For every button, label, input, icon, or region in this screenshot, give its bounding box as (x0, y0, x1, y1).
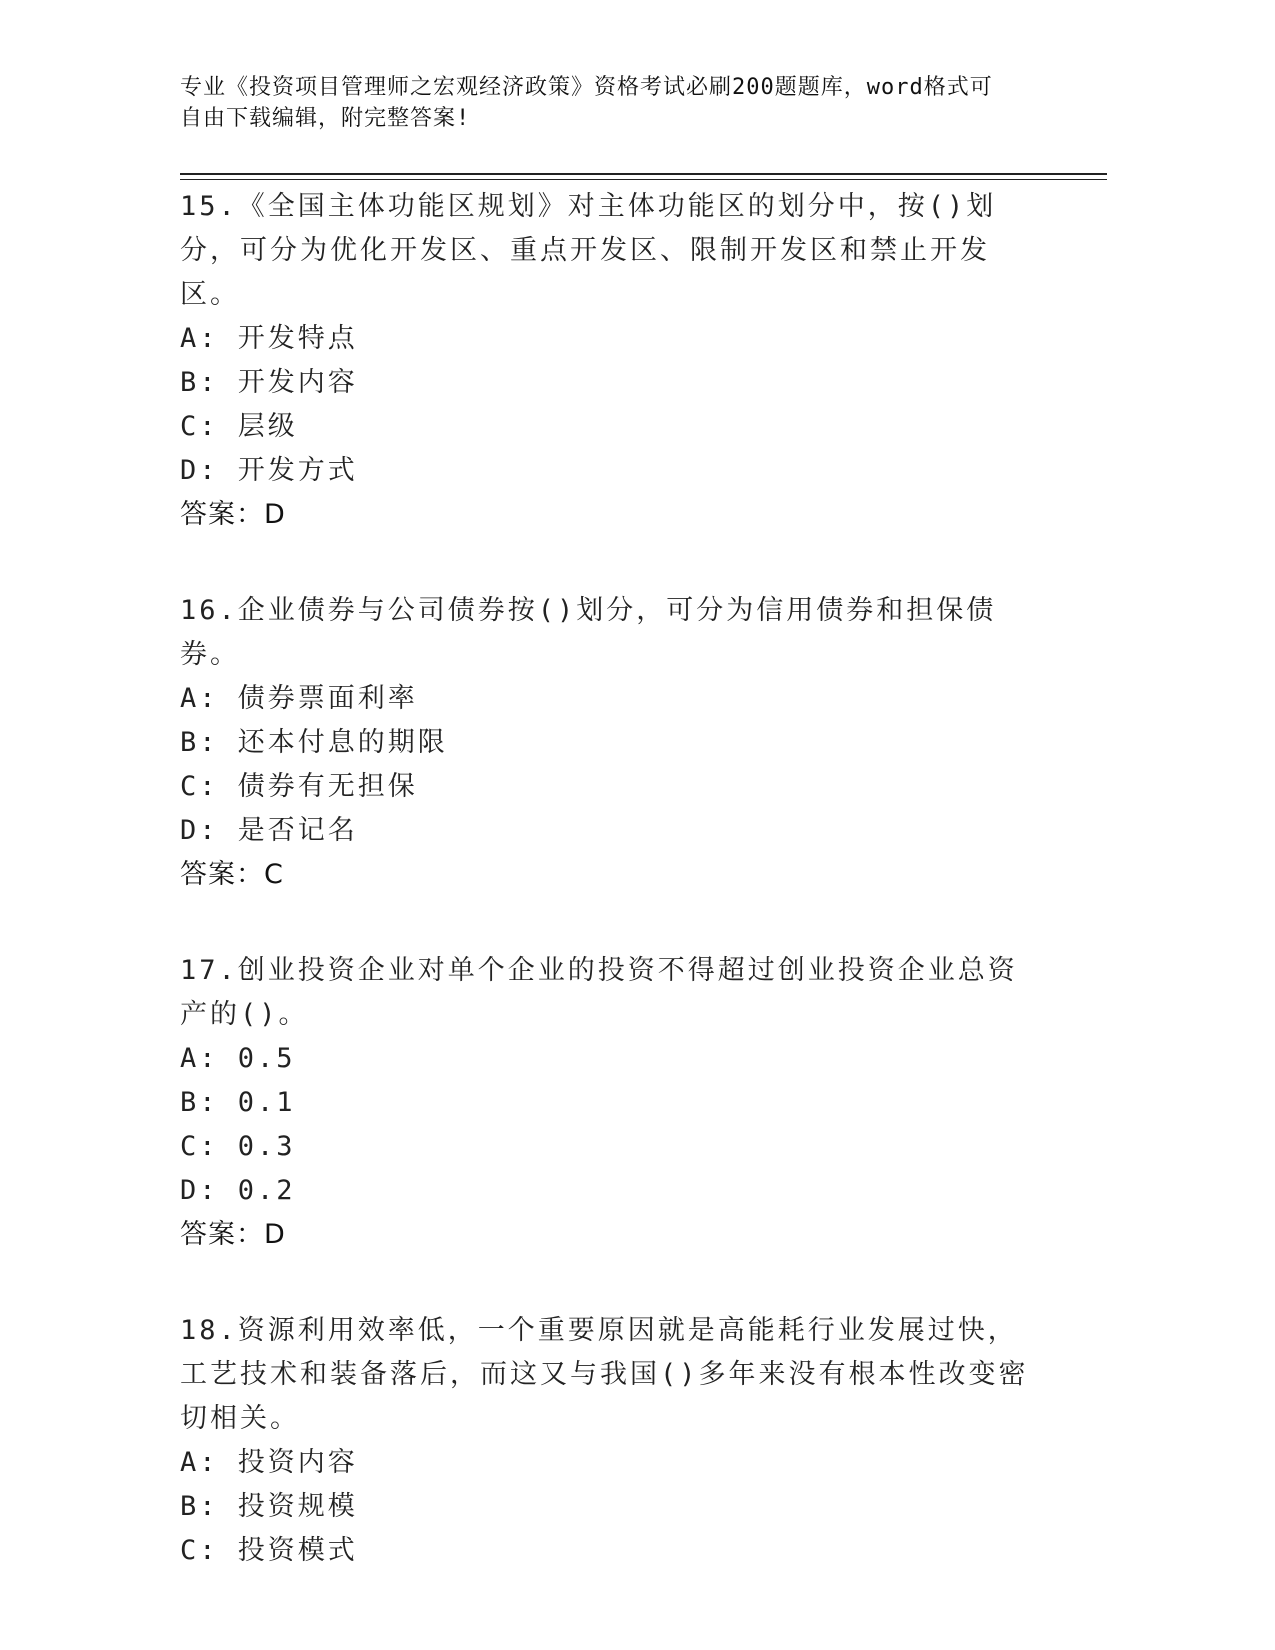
option-text: 0.5 (237, 1043, 296, 1074)
option-d (180, 809, 1040, 853)
option-d (180, 1169, 1040, 1213)
option-text: 投资规模 (237, 1491, 358, 1522)
option-c (180, 1529, 1040, 1573)
option-letter: C: (180, 411, 219, 442)
option-letter: D: (180, 815, 219, 846)
option-letter: D: (180, 455, 219, 486)
option-text: 债券有无担保 (237, 771, 418, 802)
question-16 (180, 589, 1040, 897)
option-letter: B: (180, 1087, 219, 1118)
header-line-2: 自由下载编辑，附完整答案! (180, 106, 471, 131)
question-15 (180, 185, 1040, 537)
option-b (180, 1485, 1040, 1529)
header-divider-thin (180, 179, 1107, 180)
option-text: 层级 (237, 411, 298, 442)
option-b (180, 361, 1040, 405)
option-text: 开发特点 (237, 323, 358, 354)
option-letter: B: (180, 367, 219, 398)
option-c (180, 1125, 1040, 1169)
option-text: 0.2 (237, 1175, 296, 1206)
option-text: 还本付息的期限 (237, 727, 448, 758)
option-b (180, 721, 1040, 765)
option-text: 开发方式 (237, 455, 358, 486)
option-d (180, 449, 1040, 493)
option-letter: B: (180, 727, 219, 758)
option-a (180, 1441, 1040, 1485)
option-text: 投资模式 (237, 1535, 358, 1566)
option-c (180, 765, 1040, 809)
question-list (180, 185, 1040, 1625)
answer-line: 答案：C (180, 859, 284, 890)
document-header (180, 72, 1040, 134)
option-letter: A: (180, 1043, 219, 1074)
option-a (180, 677, 1040, 721)
option-c (180, 405, 1040, 449)
option-letter: C: (180, 1131, 219, 1162)
option-letter: C: (180, 1535, 219, 1566)
answer-line: 答案：D (180, 499, 286, 530)
option-text: 0.3 (237, 1131, 296, 1162)
option-letter: A: (180, 683, 219, 714)
question-17 (180, 949, 1040, 1257)
answer-line: 答案：D (180, 1219, 286, 1250)
option-letter: A: (180, 1447, 219, 1478)
question-stem: 15.《全国主体功能区规划》对主体功能区的划分中，按()划分，可分为优化开发区、重点开发区、限制开发区和禁止开发区。 (180, 191, 997, 310)
question-stem: 17.创业投资企业对单个企业的投资不得超过创业投资企业总资产的()。 (180, 955, 1018, 1030)
option-letter: D: (180, 1175, 219, 1206)
option-letter: B: (180, 1491, 219, 1522)
question-18 (180, 1309, 1040, 1573)
option-text: 债券票面利率 (237, 683, 418, 714)
question-stem: 18.资源利用效率低，一个重要原因就是高能耗行业发展过快，工艺技术和装备落后，而这又与我国()多年来没有根本性改变密切相关。 (180, 1315, 1029, 1434)
header-divider-thick (180, 173, 1107, 175)
option-letter: C: (180, 771, 219, 802)
option-text: 投资内容 (237, 1447, 358, 1478)
question-stem: 16.企业债券与公司债券按()划分，可分为信用债券和担保债券。 (180, 595, 997, 670)
option-a (180, 1037, 1040, 1081)
option-letter: A: (180, 323, 219, 354)
option-b (180, 1081, 1040, 1125)
header-line-1: 专业《投资项目管理师之宏观经济政策》资格考试必刷200题题库，word格式可 (180, 75, 993, 100)
option-a (180, 317, 1040, 361)
option-text: 0.1 (237, 1087, 296, 1118)
option-text: 开发内容 (237, 367, 358, 398)
option-text: 是否记名 (237, 815, 358, 846)
